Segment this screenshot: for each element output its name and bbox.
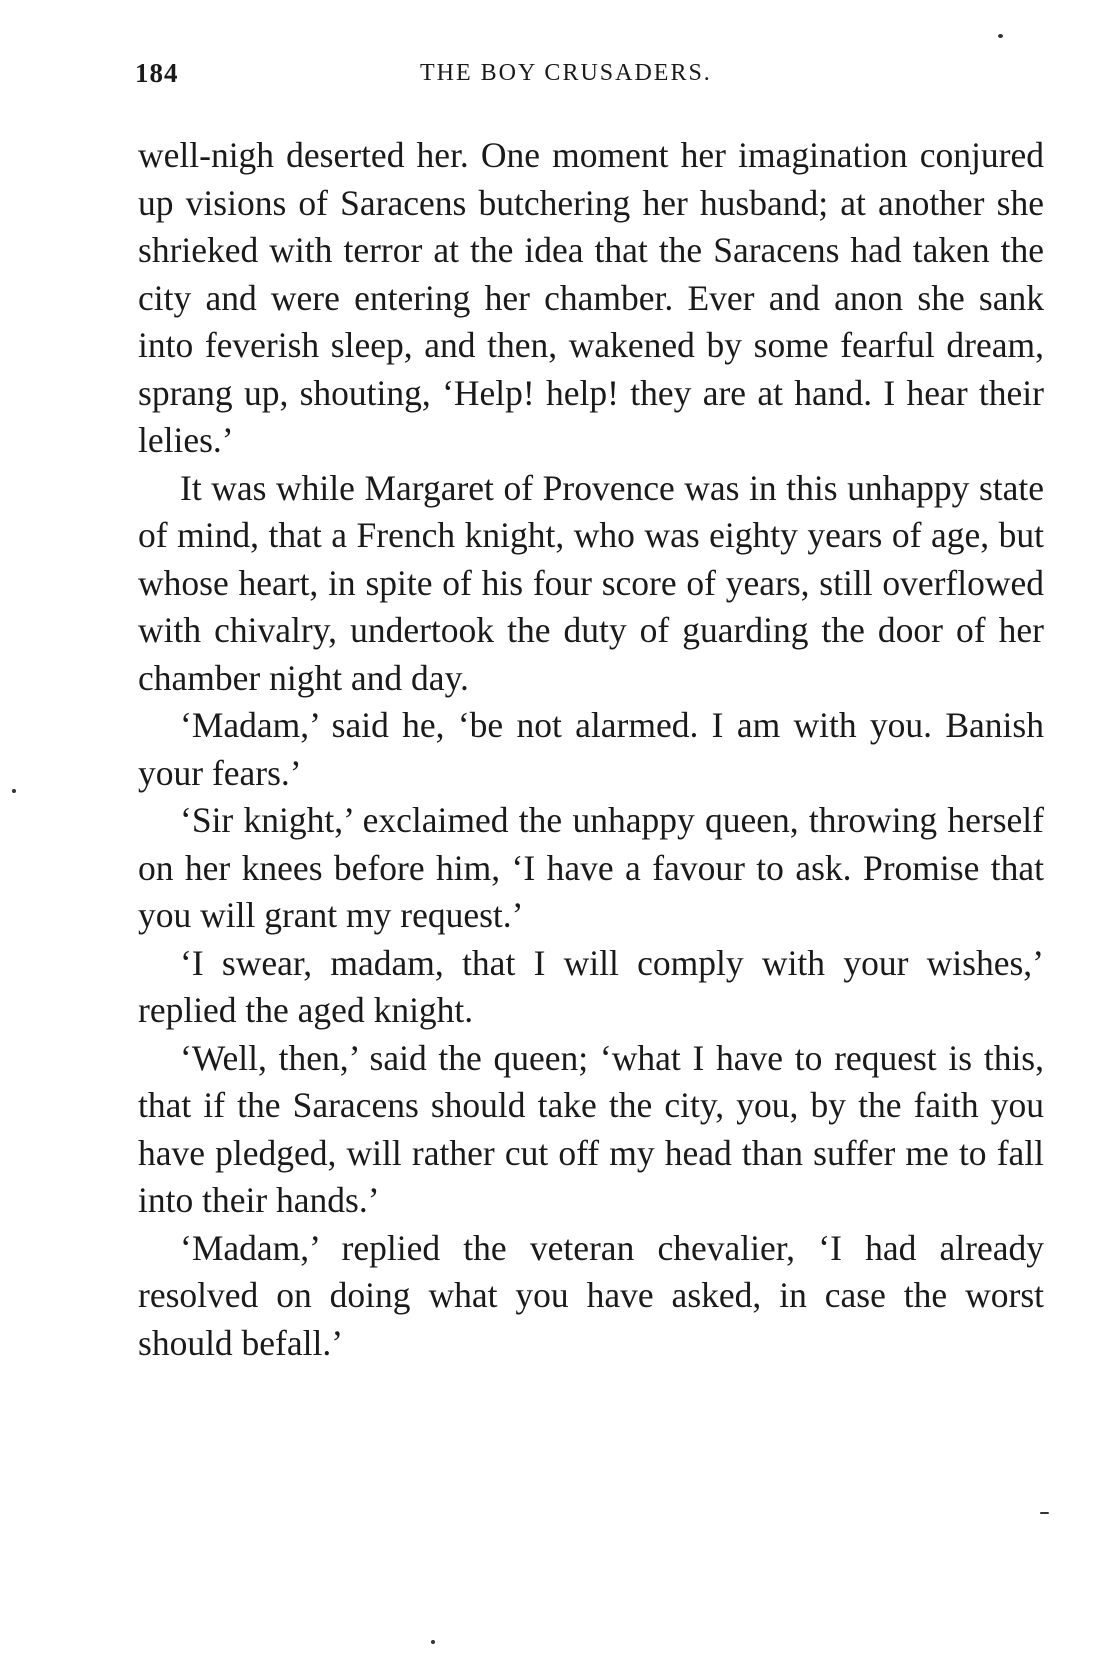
- paragraph: ‘Well, then,’ said the queen; ‘what I have to request is this, that if the Saracens should take the city, you, by the faith you have pledged, will rather cut off my head than suffer me to fall into their hands.’: [138, 1037, 1044, 1220]
- paragraph: ‘I swear, madam, that I will comply with your wishes,’ replied the aged knight.: [138, 942, 1044, 1030]
- scan-speck: [1040, 1512, 1049, 1514]
- running-title: THE BOY CRUSADERS.: [420, 60, 712, 86]
- paragraph: It was while Margaret of Provence was in this unhappy state of mind, that a French knight, who was eighty years of age, but whose heart, in spite of his four score of years, still overflowed with chivalry, undertook the duty of guarding the door of her chamber night and day.: [138, 467, 1044, 698]
- scan-speck: [12, 789, 16, 793]
- paragraph: ‘Madam,’ replied the veteran chevalier, ‘I had already resolved on doing what you have asked, in case the worst should befall.’: [138, 1227, 1044, 1363]
- paragraph: ‘Sir knight,’ exclaimed the unhappy queen, throwing herself on her knees before him, ‘I have a favour to ask. Promise that you will grant my request.’: [138, 800, 1044, 935]
- page-number: 184: [135, 58, 179, 88]
- body-text: [138, 132, 1044, 1367]
- scan-speck: [431, 1640, 435, 1644]
- scan-speck: [998, 34, 1003, 38]
- page-header: [135, 58, 1040, 98]
- paragraph: ‘Madam,’ said he, ‘be not alarmed. I am with you. Banish your fears.’: [138, 705, 1044, 793]
- paragraph: well-nigh deserted her. One moment her imagination conjured up visions of Saracens butchering her husband; at another she shrieked with terror at the idea that the Saracens had taken the city and were entering her chamber. Ever and anon she sank into feverish sleep, and then, wakened by some fearful dream, sprang up, shouting, ‘Help! help! they are at hand. I hear their lelies.’: [138, 135, 1044, 460]
